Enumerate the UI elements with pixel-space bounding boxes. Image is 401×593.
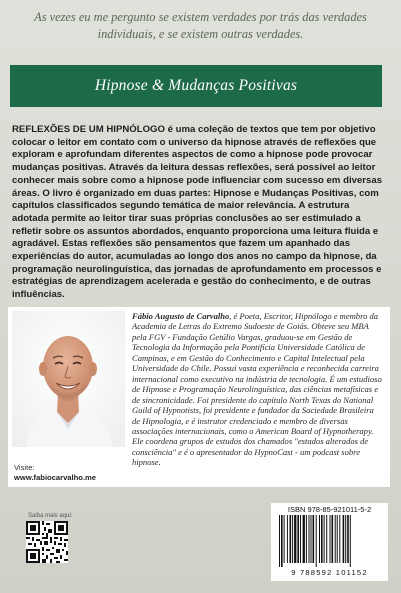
title-banner <box>10 65 382 107</box>
barcode-bar <box>343 515 345 563</box>
barcode-bar <box>319 515 320 563</box>
qr-code-icon[interactable] <box>26 521 68 563</box>
barcode-bar <box>309 515 310 563</box>
barcode-bar <box>335 515 336 563</box>
barcode-bar <box>332 515 334 563</box>
barcode-bar <box>321 515 323 563</box>
barcode-bar <box>300 515 301 563</box>
barcode-bar <box>279 515 280 567</box>
barcode-bar <box>337 515 338 563</box>
barcode-bar <box>345 515 346 563</box>
author-name: Fábio Augusto de Carvalho <box>132 311 230 321</box>
synopsis-body: é uma coleção de textos que tem por objetivo colocar o leitor em contato com o universo da hipnose através de reflexões que exploram e aprofundam diferentes aspectos de como a hipnose pode provocar mudanças positivas. Através da leitura dessas reflexões, será possível ao leitor conhecer mais sobre como a hipnose pode influenciar com sucesso em diversas áreas. O livro é organizado em duas partes: Hipnose e Mudanças Positivas, com capítulos classificados segundo temática de maior relevância. A estrutura adotada permite ao leitor tirar suas próprias conclusões ao ser estimulado a refletir sobre os assuntos abordados, enquanto proporciona uma leitura fluida e agradável. Estas reflexões são pensamentos que fazem um apanhado das experiências do autor, acumuladas ao longo dos anos no campo da hipnose, da programação neurolinguística, das jornadas de aprofundamento em processos e estratégias de aprendizagem acelerada e gestão do conhecimento, e de outras influências. <box>12 124 383 301</box>
book-synopsis <box>12 124 384 302</box>
barcode-bar <box>347 515 349 563</box>
barcode-bar <box>324 515 325 563</box>
barcode-bar <box>287 515 288 563</box>
author-bio-text: , é Poeta, Escritor, Hipnólogo e membro da Academia de Letras do Extremo Sudoeste de Goiás. Obteve seu MBA pela FGV - Fundação Getúlio Vargas, graduou-se em Gestão de Tecnologia da Informação pela Pontifícia Universidade Católica de Campinas, e em Gestão do Conhecimento e Capital Intelectual pela Universidade do Chile. Possui vasta experiência e reconhecida carreira internacional como executivo na indústria de tecnologia. É um estudioso de Hipnose e Programação Neurolinguística, das ciências metafísicas e de sincronicidade. Foi presidente do capítulo North Texas do National Guild of Hypnotists, foi presidente e fundador da Sociedade Brasileira de Hipnologia, e é instrutor credenciado e membro de diversas associações internacionais, como o American Board of Hypnotherapy. Ele coordena grupos de estudos dos chamados "estados alterados de consciência" e é o apresentador do HypnoCast - um podcast sobre hipnose. <box>132 311 382 468</box>
barcode-bar <box>303 515 305 563</box>
banner-title: Hipnose & Mudanças Positivas <box>94 77 298 94</box>
barcode-bar <box>330 515 331 563</box>
barcode-icon <box>278 515 381 572</box>
barcode-bar <box>326 515 327 563</box>
isbn-label: ISBN 978-85-921011-5-2 <box>287 505 372 514</box>
barcode-bar <box>284 515 285 563</box>
barcode-bar <box>350 515 351 567</box>
barcode-bar <box>290 515 292 563</box>
barcode-bar <box>297 515 299 563</box>
author-photo <box>12 311 125 447</box>
synopsis-lead: REFLEXÕES DE UM HIPNÓLOGO <box>12 124 165 135</box>
barcode-bar <box>306 515 307 563</box>
barcode-bar <box>281 515 283 567</box>
barcode-bar <box>311 515 312 563</box>
barcode-bar <box>292 515 293 563</box>
qr-label: Saiba mais aqui: <box>28 513 73 519</box>
barcode-number: 9 788592 101152 <box>291 568 368 577</box>
barcode-bar <box>313 515 315 563</box>
barcode-bar <box>339 515 340 563</box>
author-website <box>14 463 129 482</box>
author-bio <box>132 311 384 468</box>
visit-label: Visite: <box>14 463 35 472</box>
barcode-bar <box>294 515 296 563</box>
epigraph-quote: As vezes eu me pergunto se existem verdades por trás das verdades individuais, e se existem outras verdades. <box>34 10 367 41</box>
barcode-bar <box>316 515 317 567</box>
website-link[interactable]: www.fabiocarvalho.me <box>14 472 97 482</box>
